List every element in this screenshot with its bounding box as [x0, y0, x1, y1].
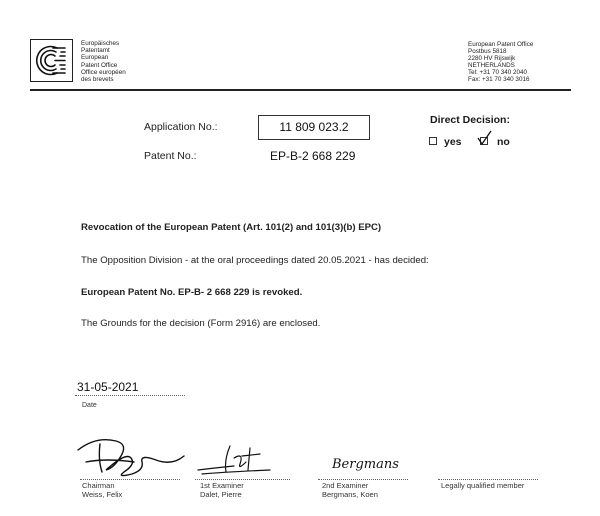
decision-date: 31-05-2021: [77, 380, 139, 394]
contact-line: Tel: +31 70 340 2040: [468, 69, 527, 77]
no-label: no: [497, 136, 510, 148]
contact-line: 2280 HV Rijswijk: [468, 55, 516, 63]
checkmark-icon: [475, 129, 493, 147]
revocation-heading: Revocation of the European Patent (Art. 101(2) and 101(3)(b) EPC): [81, 222, 382, 233]
contact-line: Postbus 5818: [468, 48, 507, 56]
contact-line: European Patent Office: [468, 41, 534, 48]
office-name-line: European: [81, 54, 109, 62]
second-examiner-signature-text: Bergmans: [332, 457, 399, 472]
office-name-line: Patentamt: [81, 47, 110, 55]
signature-line: [318, 479, 408, 480]
contact-line: NETHERLANDS: [468, 62, 515, 70]
chairman-role: Chairman: [82, 481, 115, 490]
second-examiner-role: 2nd Examiner: [322, 481, 369, 490]
patent-number: EP-B-2 668 229: [270, 149, 356, 163]
decision-statement: European Patent No. EP-B- 2 668 229 is revoked.: [81, 287, 303, 298]
chairman-name: Weiss, Felix: [82, 490, 123, 499]
decision-intro: The Opposition Division - at the oral proceedings dated 20.05.2021 - has decided:: [81, 255, 429, 266]
office-name-line: Patent Office: [81, 61, 118, 69]
first-examiner-signature: [194, 440, 274, 478]
office-name-line: des brevets: [81, 76, 114, 84]
office-names: [81, 40, 126, 83]
second-examiner-name: Bergmans, Koen: [322, 490, 378, 499]
legal-member-role: Legally qualified member: [441, 481, 525, 490]
second-examiner-signature: [328, 450, 408, 474]
signature-line: [195, 479, 290, 480]
yes-checkbox[interactable]: [429, 137, 437, 145]
date-label: Date: [82, 402, 97, 409]
first-examiner-role: 1st Examiner: [200, 481, 244, 490]
yes-label: yes: [444, 136, 462, 148]
direct-decision-title: Direct Decision:: [430, 114, 510, 126]
office-contact: [468, 41, 533, 84]
date-line: [75, 395, 185, 396]
application-label: Application No.:: [144, 121, 218, 133]
office-name-line: Europäisches: [81, 40, 120, 47]
signature-line: [438, 479, 538, 480]
grounds-statement: The Grounds for the decision (Form 2916) are enclosed.: [81, 318, 321, 329]
contact-line: Fax: +31 70 340 3016: [468, 76, 530, 84]
header-divider: [30, 89, 571, 91]
patent-label: Patent No.:: [144, 150, 197, 162]
office-name-line: Office européen: [81, 68, 126, 76]
signature-line: [80, 479, 180, 480]
epo-logo: [30, 39, 73, 82]
chairman-signature: [76, 432, 188, 480]
epo-logo-icon: [31, 40, 72, 81]
application-number: 11 809 023.2: [279, 120, 349, 134]
first-examiner-name: Dalet, Pierre: [200, 490, 242, 499]
